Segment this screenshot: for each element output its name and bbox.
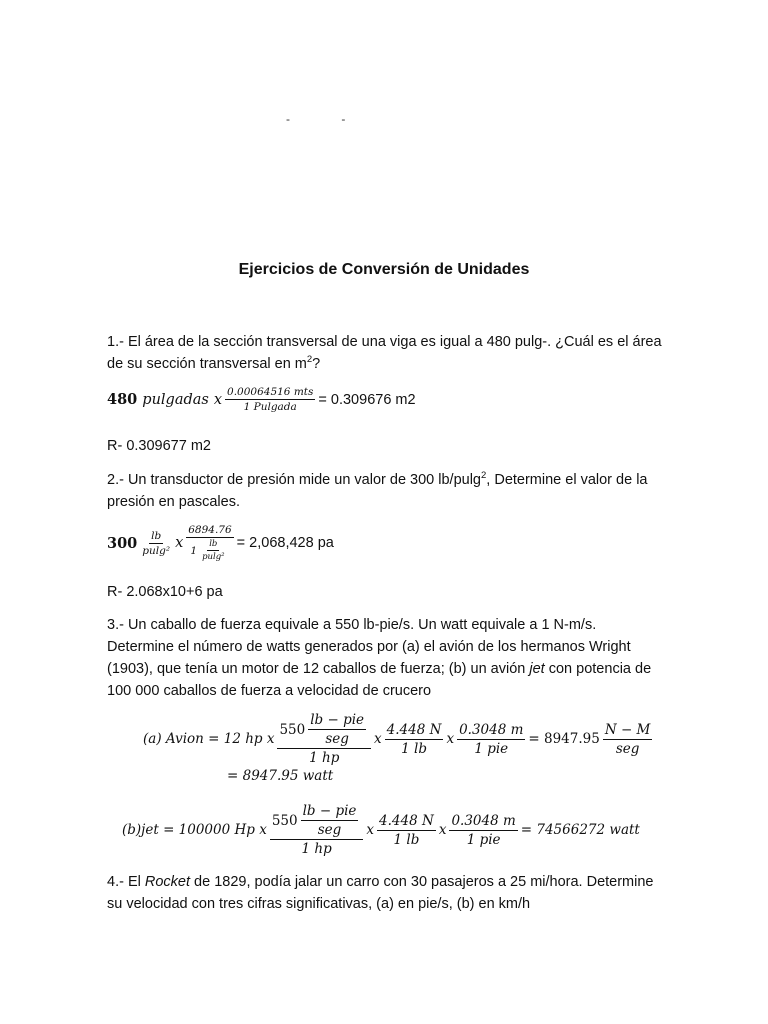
exercise-1-text: 1.- El área de la sección transversal de una viga es igual a 480 pulg-. ¿Cuál es el área de su sección transversal en m bbox=[107, 334, 662, 372]
eq2-den-lb: lb bbox=[209, 539, 218, 549]
exercise-1-statement bbox=[107, 331, 667, 375]
eq2-den-fraction bbox=[200, 539, 226, 562]
header-marks: - - bbox=[286, 112, 370, 126]
exercise-2-answer: R- 2.068x10+6 pa bbox=[107, 584, 223, 600]
eq3b-times-2: x bbox=[438, 822, 447, 838]
eq3b-1lb: 1 lb bbox=[393, 831, 420, 848]
eq3a-1hp: 1 hp bbox=[309, 750, 340, 766]
exercise-3b-equation bbox=[122, 803, 640, 857]
eq3a-nm: N − M bbox=[604, 721, 651, 738]
exercise-3a-result-line: = 8947.95 watt bbox=[227, 768, 334, 784]
eq3a-label: (a) Avion = 12 hp x bbox=[143, 731, 275, 747]
eq3b-550: 550 bbox=[271, 812, 298, 829]
eq3b-fraction-hp bbox=[270, 803, 364, 857]
eq3a-fraction-hp bbox=[277, 712, 371, 766]
eq3b-4448n: 4.448 N bbox=[379, 812, 434, 829]
eq3b-fraction-meter bbox=[449, 813, 517, 848]
exercise-2-statement bbox=[107, 469, 667, 513]
eq3b-fraction-newton bbox=[377, 813, 436, 848]
eq3a-lbpie-fraction bbox=[308, 712, 366, 747]
exercise-3-statement bbox=[107, 614, 663, 702]
eq1-denominator: 1 Pulgada bbox=[243, 401, 297, 413]
exercise-1-superscript: 2 bbox=[306, 354, 313, 365]
eq2-times: x bbox=[175, 535, 184, 551]
eq1-value: 480 bbox=[107, 391, 138, 408]
eq3a-hp-numerator bbox=[277, 712, 371, 749]
exercise-1-answer: R- 0.309677 m2 bbox=[107, 438, 211, 454]
exercise-2-text-end: , Determine el valor de la presión en pascales. bbox=[107, 472, 648, 510]
eq3b-03048m: 0.3048 m bbox=[451, 812, 516, 829]
eq2-unit-fraction bbox=[140, 530, 172, 557]
eq3a-4448n: 4.448 N bbox=[386, 721, 442, 738]
eq2-numerator: 6894.76 bbox=[188, 524, 232, 536]
eq2-unit-denominator: pulg² bbox=[142, 544, 171, 557]
exercise-4-text-end: de 1829, podía jalar un carro con 30 pasajeros a 25 mi/hora. Determine su velocidad con tres cifras significativas, (a) en pie/s, (b) en km/h bbox=[107, 874, 654, 912]
exercise-2-superscript: 2 bbox=[481, 470, 487, 481]
eq3a-1pie: 1 pie bbox=[474, 740, 509, 757]
eq3a-1lb: 1 lb bbox=[401, 740, 427, 757]
eq2-fraction bbox=[186, 524, 233, 562]
eq3a-times: x bbox=[374, 731, 382, 747]
eq3b-seg: seg bbox=[317, 822, 342, 838]
eq1-numerator: 0.00064516 mts bbox=[227, 386, 314, 398]
eq2-result: = 2,068,428 pa bbox=[236, 535, 334, 551]
exercise-2-equation bbox=[107, 524, 334, 562]
exercise-4-text: 4.- El bbox=[107, 874, 145, 890]
document-title: Ejercicios de Conversión de Unidades bbox=[238, 261, 530, 278]
exercise-3-text: 3.- Un caballo de fuerza equivale a 550 lb-pie/s. Un watt equivale a 1 N-m/s. Determine el número de watts generados por (a) el avión de los hermanos Wright (1903), que tenía un motor de 12 caballos de fuerza; (b) un avión bbox=[107, 617, 631, 677]
eq2-value: 300 bbox=[107, 534, 138, 552]
exercise-1-equation bbox=[107, 386, 416, 413]
eq3a-fraction-nm bbox=[603, 722, 653, 757]
eq3a-lbpie: lb − pie bbox=[310, 712, 365, 728]
eq3a-550: 550 bbox=[279, 721, 306, 738]
eq1-fraction bbox=[225, 386, 315, 413]
eq3a-03048m: 0.3048 m bbox=[459, 721, 524, 738]
eq2-den-pulg2: pulg² bbox=[202, 552, 225, 562]
eq3a-times-2: x bbox=[446, 731, 455, 747]
eq3b-1hp: 1 hp bbox=[301, 841, 332, 857]
eq3b-hp-numerator bbox=[270, 803, 364, 840]
eq3b-lbpie-fraction bbox=[301, 803, 359, 838]
exercise-4-statement bbox=[107, 871, 663, 915]
eq2-denominator bbox=[188, 538, 231, 562]
eq1-unit: pulgadas bbox=[142, 391, 209, 408]
eq3a-fraction-newton bbox=[385, 722, 444, 757]
exercise-1-text-end: ? bbox=[312, 356, 321, 372]
exercise-3-text-end: con potencia de 100 000 caballos de fuerza a velocidad de crucero bbox=[107, 661, 652, 699]
eq3b-lbpie: lb − pie bbox=[302, 803, 357, 819]
eq3a-seg: seg bbox=[325, 731, 349, 747]
eq2-den-one: 1 bbox=[190, 544, 198, 557]
eq3a-fraction-meter bbox=[457, 722, 525, 757]
eq1-times: x bbox=[213, 391, 223, 408]
eq3a-equals: = 8947.95 bbox=[528, 731, 600, 747]
exercise-3a-equation bbox=[143, 712, 655, 766]
eq3b-1pie: 1 pie bbox=[466, 831, 501, 848]
eq3a-seg2: seg bbox=[615, 740, 640, 757]
eq1-result: = 0.309676 m2 bbox=[318, 391, 416, 408]
eq3b-times: x bbox=[366, 822, 375, 838]
exercise-4-italic: Rocket bbox=[144, 874, 191, 890]
eq2-unit-numerator: lb bbox=[151, 529, 162, 542]
exercise-2-text: 2.- Un transductor de presión mide un valor de 300 lb/pulg bbox=[107, 472, 481, 488]
eq3b-label: (b)jet = 100000 Hp x bbox=[122, 822, 267, 838]
eq3b-result: = 74566272 watt bbox=[520, 822, 640, 838]
exercise-3-italic: jet bbox=[529, 661, 545, 677]
